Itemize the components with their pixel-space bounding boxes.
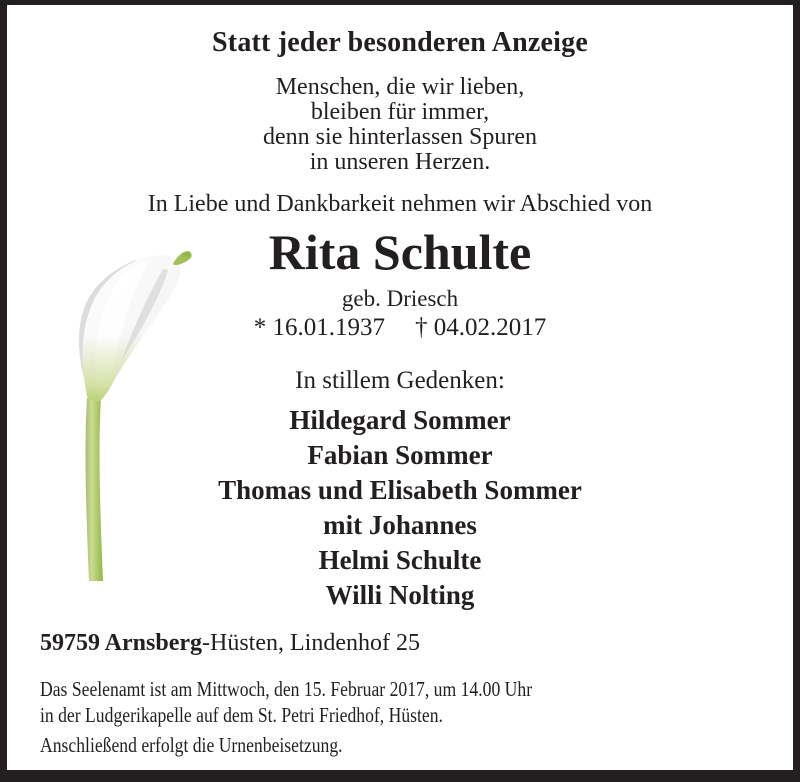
poem-line: denn sie hinterlassen Spuren [263, 124, 537, 150]
poem-line: in unseren Herzen. [309, 149, 491, 175]
service-line: in der Ludgerikapelle auf dem St. Petri Friedhof, Hüsten. [40, 702, 443, 727]
birth-date: * 16.01.1937 [253, 314, 385, 341]
mourners-list [7, 403, 793, 613]
address-line [40, 630, 420, 657]
memorial-poem [7, 75, 793, 175]
address-city: 59759 Arnsberg [40, 630, 202, 656]
mourner-name: Fabian Sommer [307, 440, 493, 470]
maiden-name: geb. Driesch [341, 286, 459, 311]
notice-headline: Statt jeder besonderen Anzeige [212, 27, 588, 58]
life-dates [7, 314, 793, 342]
mourner-name: mit Johannes [323, 510, 477, 540]
farewell-line: In Liebe und Dankbarkeit nehmen wir Abschied von [147, 191, 653, 217]
mourner-name: Thomas und Elisabeth Sommer [218, 475, 582, 505]
mourner-name: Hildegard Sommer [289, 405, 511, 435]
notice-content [7, 5, 793, 770]
memorial-heading: In stillem Gedenken: [295, 367, 505, 394]
closing-line: Anschließend erfolgt die Urnenbeisetzung. [40, 733, 343, 757]
service-line: Das Seelenamt ist am Mittwoch, den 15. Februar 2017, um 14.00 Uhr [40, 677, 533, 701]
mourner-name: Helmi Schulte [318, 545, 482, 575]
service-info [40, 677, 640, 728]
death-date: † 04.02.2017 [415, 314, 547, 341]
deceased-name: Rita Schulte [268, 224, 532, 280]
mourner-name: Willi Nolting [325, 580, 475, 610]
poem-line: Menschen, die wir lieben, [275, 74, 525, 100]
poem-line: bleiben für immer, [310, 99, 490, 125]
address-street: -Hüsten, Lindenhof 25 [202, 630, 420, 656]
